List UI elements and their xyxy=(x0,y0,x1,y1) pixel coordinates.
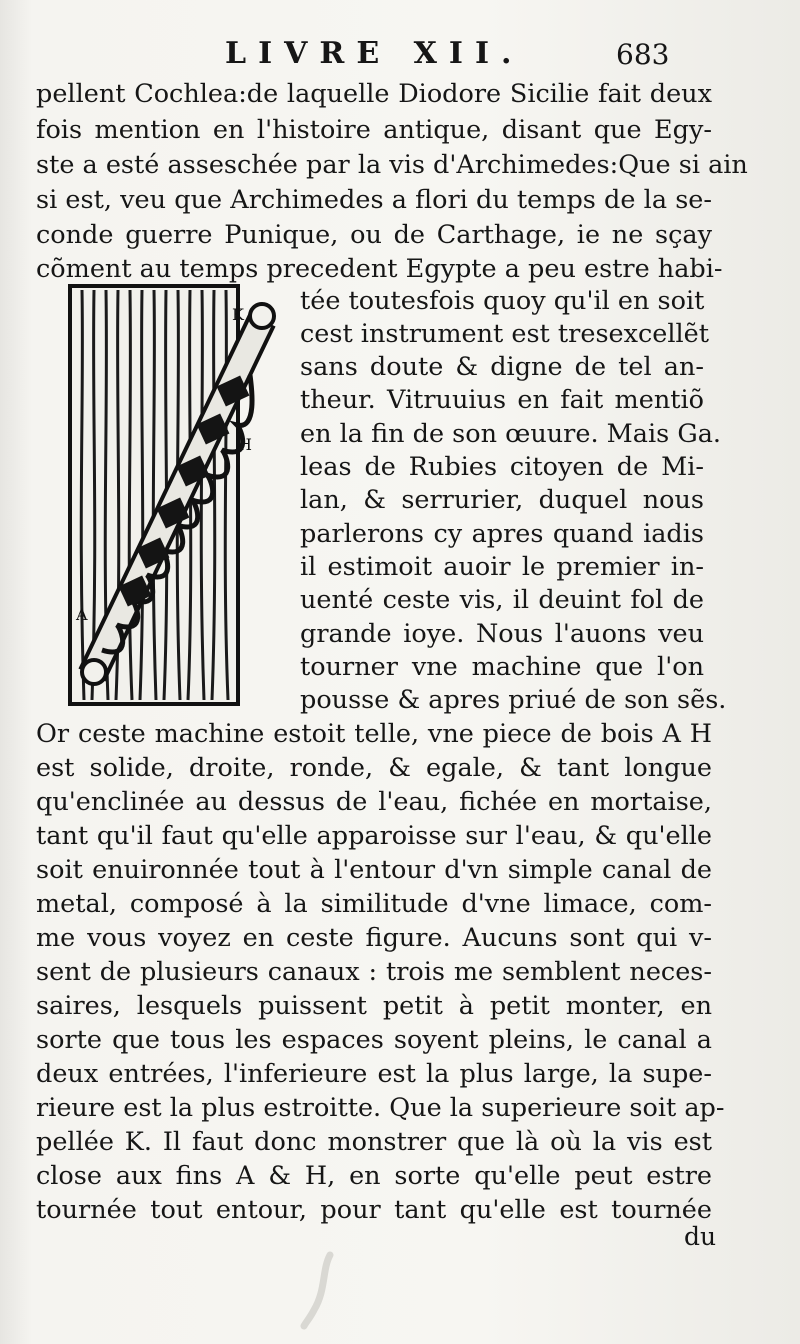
text-line: cõment au temps precedent Egypte a peu estre habi- xyxy=(36,254,723,284)
text-line: qu'enclinée au dessus de l'eau, fichée en mortaise, xyxy=(36,787,712,817)
text-line: cest instrument est tresexcellẽt xyxy=(300,319,710,349)
text-line: rieure est la plus estroitte. Que la superieure soit ap- xyxy=(36,1093,725,1123)
text-line: soit enuironnée tout à l'entour d'vn simple canal de xyxy=(36,855,712,885)
page-number: 683 xyxy=(616,38,670,71)
text-line: saires, lesquels puissent petit à petit monter, en xyxy=(36,991,712,1021)
archimedes-screw-woodcut xyxy=(62,280,294,710)
text-line: deux entrées, l'inferieure est la plus large, la supe- xyxy=(36,1059,712,1089)
text-line: uenté ceste vis, il deuint fol de xyxy=(300,585,704,615)
text-line: close aux fins A & H, en sorte qu'elle peut estre xyxy=(36,1161,712,1191)
text-line: grande ioye. Nous l'auons veu xyxy=(300,619,704,649)
text-line: tant qu'il faut qu'elle apparoisse sur l'eau, & qu'elle xyxy=(36,821,712,851)
text-line: tourner vne machine que l'on xyxy=(300,652,704,682)
text-line: pellée K. Il faut donc monstrer que là où la vis est xyxy=(36,1127,712,1157)
text-line: parlerons cy apres quand iadis xyxy=(300,519,704,549)
text-line: est solide, droite, ronde, & egale, & tant longue xyxy=(36,753,712,783)
text-line: tournée tout entour, pour tant qu'elle est tournée xyxy=(36,1195,712,1225)
text-line: Or ceste machine estoit telle, vne piece de bois A H xyxy=(36,719,712,749)
text-line: si est, veu que Archimedes a flori du temps de la se- xyxy=(36,185,712,215)
text-line: pousse & apres priué de son sẽs. xyxy=(300,685,727,715)
text-line: sorte que tous les espaces soyent pleins, le canal a xyxy=(36,1025,712,1055)
page-header xyxy=(0,32,800,72)
text-line: pellent Cochlea:de laquelle Diodore Sicilie fait deux xyxy=(36,79,712,109)
text-line: conde guerre Punique, ou de Carthage, ie ne sçay xyxy=(36,220,712,250)
text-line: lan, & serrurier, duquel nous xyxy=(300,485,704,515)
catchword: du xyxy=(684,1222,717,1251)
text-line: theur. Vitruuius en fait mentiõ xyxy=(300,385,704,415)
text-line: en la fin de son œuure. Mais Ga. xyxy=(300,419,721,449)
text-line: il estimoit auoir le premier in- xyxy=(300,552,704,582)
figure-label-k: K xyxy=(232,305,244,324)
text-line: leas de Rubies citoyen de Mi- xyxy=(300,452,704,482)
figure-label-h: H xyxy=(238,435,252,454)
paper-smudge xyxy=(300,1250,340,1330)
text-line: sans doute & digne de tel an- xyxy=(300,352,704,382)
text-line: tée toutesfois quoy qu'il en soit xyxy=(300,286,705,316)
text-line: fois mention en l'histoire antique, disant que Egy- xyxy=(36,115,712,145)
text-line: me vous voyez en ceste figure. Aucuns sont qui v- xyxy=(36,923,712,953)
running-title: LIVRE XII. xyxy=(225,36,524,71)
text-line: metal, composé à la similitude d'vne limace, com- xyxy=(36,889,712,919)
text-line: ste a esté asseschée par la vis d'Archimedes:Que si ain xyxy=(36,150,748,180)
figure-label-a: A xyxy=(76,605,88,624)
text-line: sent de plusieurs canaux : trois me semblent neces- xyxy=(36,957,712,987)
